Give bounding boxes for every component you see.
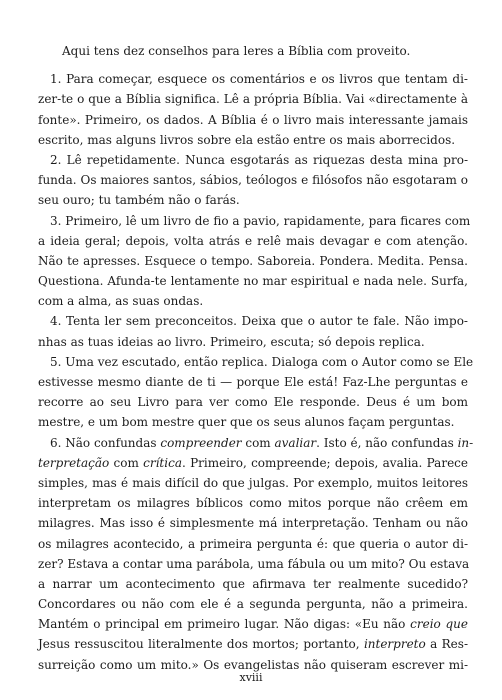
italic-term: in- <box>457 435 474 450</box>
paragraph-spacer <box>38 61 468 69</box>
page-number: xviii <box>239 671 263 684</box>
text-segment: seu ouro; tu também não o farás. <box>38 193 240 208</box>
text-line <box>38 513 468 533</box>
text-segment: Jesus ressuscitou literalmente dos mortos; portanto, <box>38 637 364 652</box>
text-segment: Concordares ou não com ele é a segunda pergunta, não a primeira. <box>38 597 468 612</box>
text-line <box>38 69 468 89</box>
text-segment: Não te apresses. Esquece o tempo. Saboreia. Pondera. Medita. Pensa. <box>38 253 468 268</box>
text-line <box>38 574 468 594</box>
text-segment: milagres. Mas isso é simplesmente má interpretação. Tenham ou não <box>38 516 468 531</box>
text-segment: 2. Lê repetidamente. Nunca esgotarás as riquezas desta mina pro- <box>50 152 468 167</box>
text-segment: 1. Para começar, esquece os comentários e os livros que tentam di- <box>50 72 468 87</box>
numbered-advice-list <box>38 69 474 675</box>
text-line <box>38 130 468 150</box>
text-line <box>38 110 468 130</box>
text-line <box>38 150 468 170</box>
italic-term: crítica <box>143 455 182 470</box>
text-line <box>38 554 468 574</box>
text-segment: surreição como um mito.» Os evangelistas não quiseram escrever mi- <box>38 657 468 672</box>
text-segment: estivesse mesmo diante de ti — porque Ele está! Faz-Lhe perguntas e <box>38 375 468 389</box>
text-segment: simples, mas é mais difícil do que julgas. Por exemplo, muitos leitores <box>38 475 468 490</box>
text-line <box>38 493 468 513</box>
text-segment: 5. Uma vez escutado, então replica. Dialoga com o Autor como se Ele <box>50 354 474 369</box>
text-line <box>38 473 468 493</box>
text-segment: . Primeiro, compreende; depois, avalia. Parece <box>181 455 468 470</box>
text-line <box>38 412 468 432</box>
text-line <box>38 372 468 392</box>
italic-term: interpreto <box>363 637 426 652</box>
text-line <box>38 271 468 291</box>
text-line <box>38 634 468 654</box>
text-segment: 6. Não confundas <box>50 435 161 450</box>
text-segment: fonte». Primeiro, os dados. A Bíblia é o livro mais interessante jamais <box>38 112 468 127</box>
text-segment: Mantém o principal em primeiro lugar. Não digas: «Eu não <box>38 617 411 632</box>
text-segment: a Res- <box>425 637 468 652</box>
text-segment: interpretam os milagres bíblicos como mitos porque não crêem em <box>38 496 468 511</box>
text-line <box>38 614 468 634</box>
text-line <box>38 211 471 231</box>
text-line <box>38 190 468 210</box>
text-line <box>38 352 474 372</box>
text-line <box>38 433 474 453</box>
text-segment: nhas as tuas ideias ao livro. Primeiro, escuta; só depois replica. <box>38 334 425 349</box>
text-segment: zer-te o que a Bíblia significa. Lê a própria Bíblia. Vai «directamente à <box>38 92 468 107</box>
italic-term: avaliar <box>274 435 317 450</box>
body-text <box>38 41 474 675</box>
text-line <box>38 170 468 190</box>
text-line <box>38 534 468 554</box>
text-line <box>38 311 468 331</box>
text-line <box>38 594 468 614</box>
text-segment: . Isto é, não confundas <box>316 435 458 450</box>
text-line <box>38 332 468 352</box>
italic-term: creio que <box>410 617 468 632</box>
text-line <box>38 291 468 311</box>
text-segment: 4. Tenta ler sem preconceitos. Deixa que o autor te fale. Não impo- <box>50 314 468 329</box>
text-segment: mestre, e um bom mestre quer que os seus alunos façam perguntas. <box>38 415 455 430</box>
text-segment: zer? Estava a contar uma parábola, uma fábula ou um mito? Ou estava <box>38 556 470 571</box>
text-segment: com <box>241 435 275 450</box>
text-segment: 3. Primeiro, lê um livro de fio a pavio, rapidamente, para ficares com <box>50 213 471 228</box>
intro-line: Aqui tens dez conselhos para leres a Bíblia com proveito. <box>62 44 411 58</box>
text-segment: a narrar um acontecimento que afirmava ter realmente sucedido? <box>38 576 468 591</box>
text-segment: recorre ao seu Livro para ver como Ele responde. Deus é um bom <box>38 395 468 410</box>
italic-term: terpretação <box>38 455 110 470</box>
italic-term: compreender <box>160 435 242 450</box>
text-segment: Questiona. Afunda-te lentamente no mar espiritual e nada nele. Surfa, <box>38 274 468 289</box>
text-segment: funda. Os maiores santos, sábios, teólogos e filósofos não esgotaram o <box>38 173 468 188</box>
text-line <box>38 89 468 109</box>
text-line <box>38 231 468 251</box>
text-segment: a ideia geral; depois, volta atrás e relê mais devagar e com atenção. <box>38 233 468 248</box>
text-segment: com <box>109 455 144 470</box>
text-segment: os milagres acontecido, a primeira pergunta é: que queria o autor di- <box>38 536 468 551</box>
text-line <box>38 392 468 412</box>
text-segment: com a alma, as suas ondas. <box>38 294 204 309</box>
text-line <box>38 251 468 271</box>
text-line <box>38 453 468 473</box>
text-segment: escrito, mas alguns livros sobre ela estão entre os mais aborrecidos. <box>38 132 456 147</box>
